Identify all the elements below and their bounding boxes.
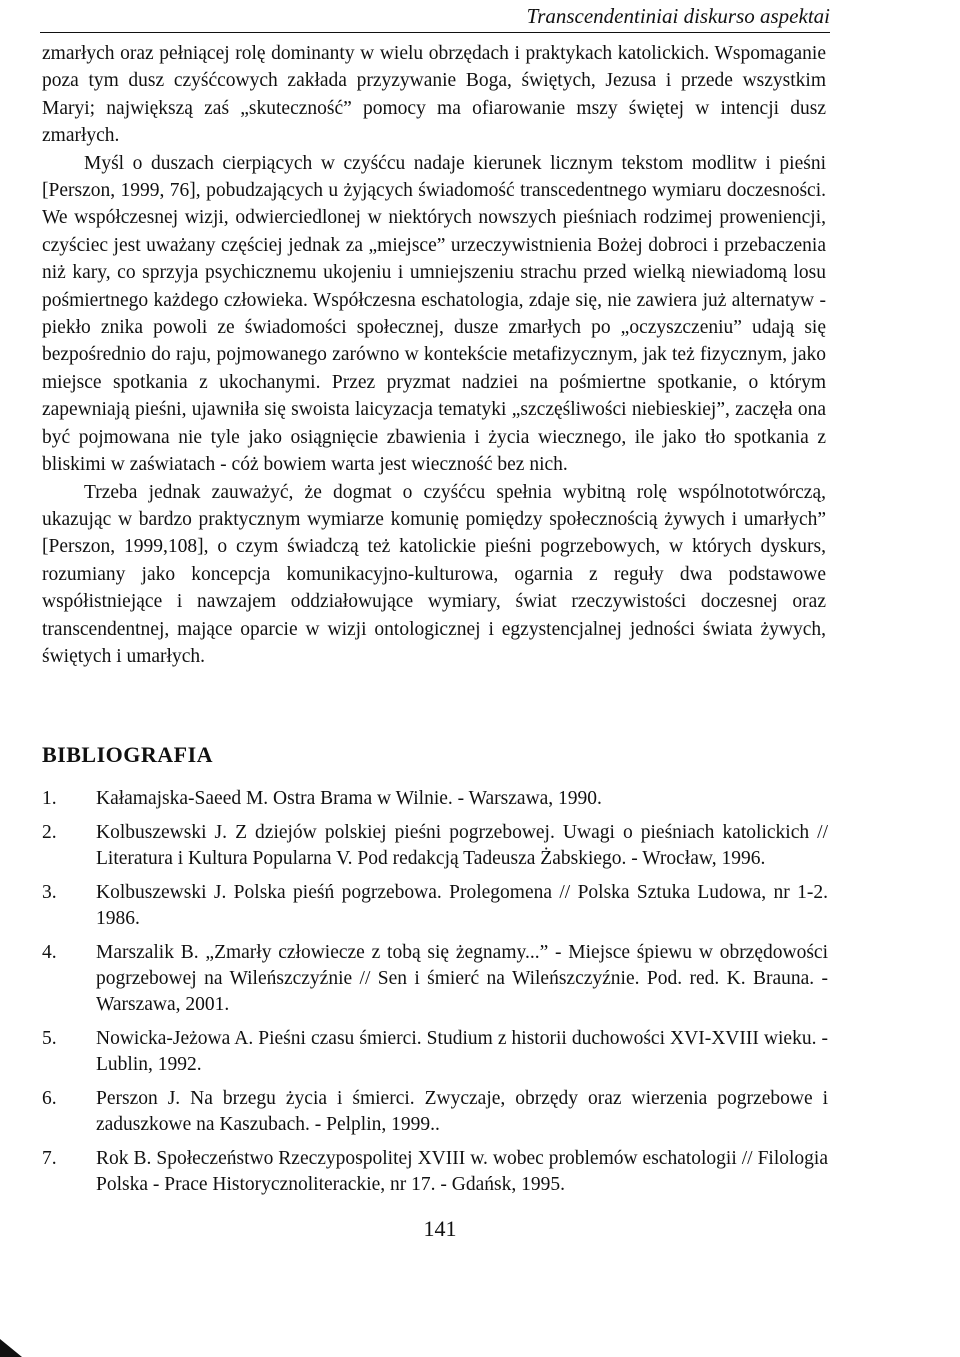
bibliography-item-1 [42, 786, 828, 812]
main-text [42, 40, 826, 670]
bibliography-number: 6. [42, 1088, 57, 1109]
bibliography-entry: Nowicka-Jeżowa A. Pieśni czasu śmierci. Studium z historii duchowości XVI-XVIII wieku. - Lublin, 1992. [96, 1028, 828, 1075]
bibliography-item-2 [42, 820, 828, 872]
bibliography-item-6 [42, 1086, 828, 1138]
bibliography-number: 7. [42, 1148, 57, 1169]
bibliography-item-5 [42, 1026, 828, 1078]
bibliography-item-3 [42, 880, 828, 932]
bibliography-number: 3. [42, 882, 57, 903]
scan-corner-mark [0, 1327, 30, 1357]
bibliography-item-7 [42, 1146, 828, 1198]
bibliography-entry: Kolbuszewski J. Polska pieśń pogrzebowa. Prolegomena // Polska Sztuka Ludowa, nr 1-2. 1986. [96, 882, 828, 929]
header-rule [40, 32, 830, 33]
bibliography-item-4 [42, 940, 828, 1018]
bibliography-heading: BIBLIOGRAFIA [42, 742, 214, 767]
bibliography-entry: Kałamajska-Saeed M. Ostra Brama w Wilnie. - Warszawa, 1990. [96, 788, 602, 809]
bibliography-entry: Rok B. Społeczeństwo Rzeczypospolitej XVIII w. wobec problemów eschatologii // Filologia Polska - Prace Historycznoliterackie, nr 17. - Gdańsk, 1995. [96, 1148, 828, 1195]
bibliography-entry: Marszalik B. „Zmarły człowiecze z tobą się żegnamy...” - Miejsce śpiewu w obrzędowości pogrzebowej na Wileńszczyźnie // Sen i śmierć na Wileńszczyźnie. Pod. red. K. Brauna. - Warszawa, 2001. [96, 942, 828, 1015]
bibliography-entry: Perszon J. Na brzegu życia i śmierci. Zwyczaje, obrzędy oraz wierzenia pogrzebowe i zaduszkowe na Kaszubach. - Pelplin, 1999.. [96, 1088, 828, 1135]
bibliography-number: 2. [42, 822, 57, 843]
bibliography-number: 4. [42, 942, 57, 963]
paragraph-3: Trzeba jednak zauważyć, że dogmat o czyśćcu spełnia wybitną rolę wspólnototwórczą, ukazując w bardzo praktycznym wymiarze komunię pomiędzy społecznością żywych i umarłych” [Perszon, 1999,108], o czym świadczą też katolickie pieśni pogrzebowych, w których dyskurs, rozumiany jako koncepcja komunikacyjno-kulturowa, ogarnia z reguły dwa podstawowe współistniejące i nawzajem oddziałowujące wymiary, świat rzeczywistości doczesnej oraz transcendentnej, mające oparcie w wizji ontologicznej i egzystencjalnej jedności świata żywych, świętych i umarłych. [42, 481, 826, 667]
bibliography-number: 1. [42, 788, 57, 809]
bibliography-entry: Kolbuszewski J. Z dziejów polskiej pieśni pogrzebowej. Uwagi o pieśniach katolickich // Literatura i Kultura Popularna V. Pod redakcją Tadeusza Żabskiego. - Wrocław, 1996. [96, 822, 828, 869]
bibliography-list [42, 786, 828, 1206]
paragraph-1: zmarłych oraz pełniącej rolę dominanty w wielu obrzędach i praktykach katolickich. Wspomaganie poza tym dusz czyśćcowych zakłada przyzywanie Boga, świętych, Jezusa i przede wszystkim Maryi; największą zaś „skuteczność” pomocy ma ofiarowanie mszy świętej w intencji dusz zmarłych. [42, 43, 826, 147]
paragraph-2: Myśl o duszach cierpiących w czyśćcu nadaje kierunek licznym tekstom modlitw i pieśni [Perszon, 1999, 76], pobudzających u żyjących świadomość transcedentnego wymiaru doczesności. We współczesnej wizji, odwierciedlonej w niektórych nowszych pieśniach rodzimej proweniencji, czyściec jest uważany częściej jednak za „miejsce” urzeczywistnienia Bożej dobroci i przebaczenia niż kary, co sprzyja psychicznemu ukojeniu i umniejszeniu strachu przed wielką niewiadomą losu pośmiertnego każdego człowieka. Współczesna eschatologia, zdaje się, nie zawiera już alternatyw - piekło znika powoli ze świadomości społecznej, dusze zmarłych po „oczyszczeniu” udają się bezpośrednio do raju, pojmowanego zarówno w kontekście metafizycznym, jak też fizycznym, jako miejsce spotkania z ukochanymi. Przez pryzmat nadziei na pośmiertne spotkanie, o którym zapewniają pieśni, ujawniła się swoista laicyzacja tematyki „szczęśliwości niebieskiej”, zaczęła ona być pojmowana nie tyle jako osiągnięcie zbawienia i życia wiecznego, ile jako tło spotkania z bliskimi w zaświatach - cóż bowiem warta jest wieczność bez nich. [42, 152, 826, 476]
page-number: 141 [423, 1216, 457, 1241]
running-title: Transcendentiniai diskurso aspektai [526, 4, 830, 28]
bibliography-number: 5. [42, 1028, 57, 1049]
